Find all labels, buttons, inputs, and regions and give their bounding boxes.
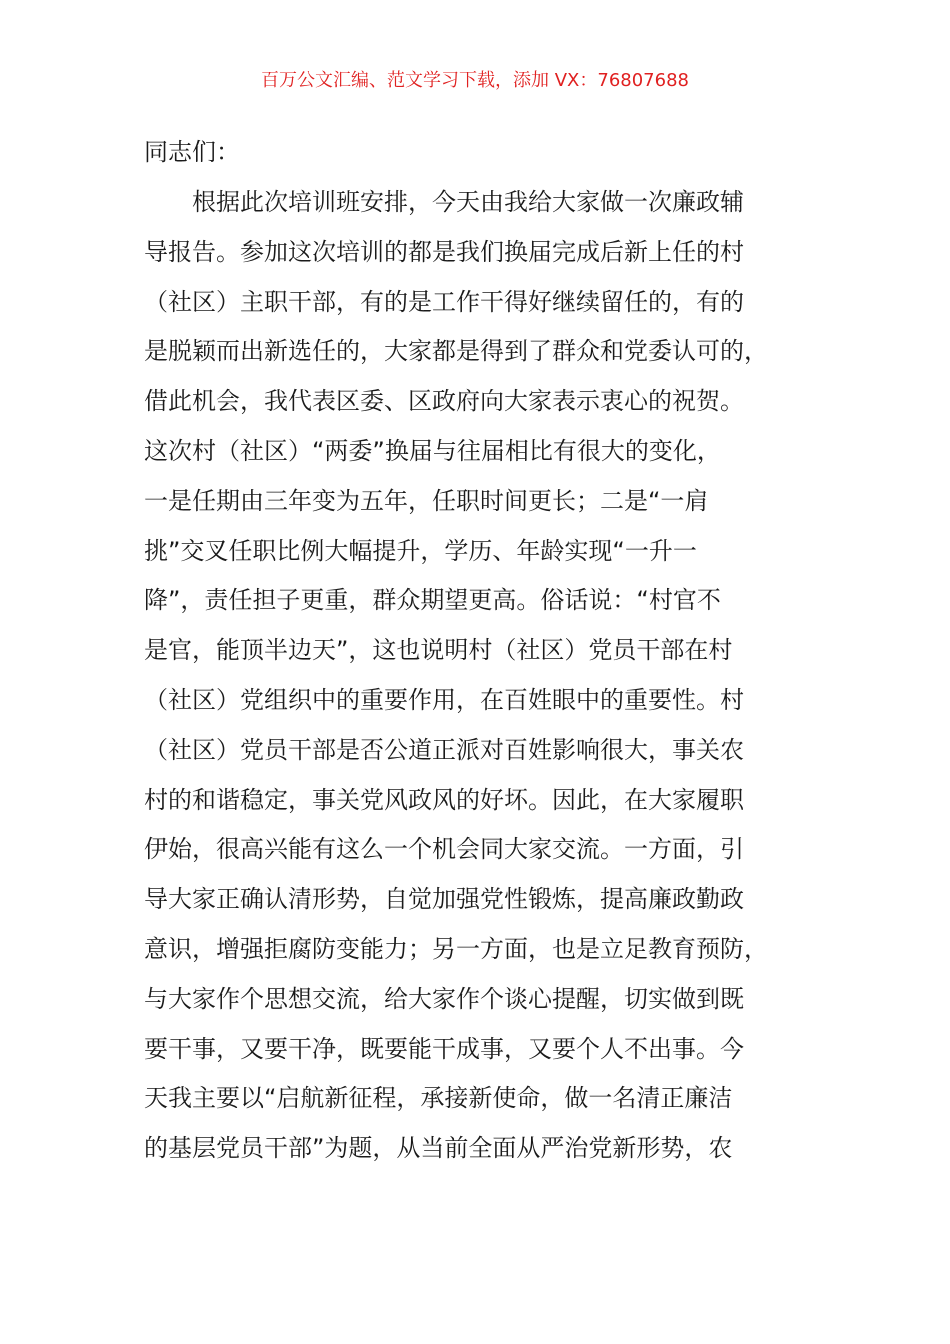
salutation: 同志们： [144,138,240,166]
body-line: 要干事，又要干净，既要能干成事，又要个人不出事。今 [144,1034,744,1063]
body-line: 导报告。参加这次培训的都是我们换届完成后新上任的村 [144,237,744,266]
body-line: （社区）主职干部，有的是工作干得好继续留任的，有的 [144,287,744,316]
body-line: 村的和谐稳定，事关党风政风的好坏。因此，在大家履职 [144,785,744,814]
body-line: 伊始，很高兴能有这么一个机会同大家交流。一方面，引 [144,835,744,864]
body-line: 与大家作个思想交流，给大家作个谈心提醒，切实做到既 [144,984,744,1013]
body-line: 根据此次培训班安排，今天由我给大家做一次廉政辅 [192,188,744,216]
body-line: 天我主要以“启航新征程，承接新使命，做一名清正廉洁 [144,1084,733,1113]
body-line: （社区）党组织中的重要作用，在百姓眼中的重要性。村 [144,685,744,714]
body-line: 的基层党员干部”为题，从当前全面从严治党新形势，农 [144,1134,733,1163]
body-line: 是脱颖而出新选任的，大家都是得到了群众和党委认可的， [144,337,768,366]
body-line: 降”，责任担子更重，群众期望更高。俗话说：“村官不 [144,586,721,615]
body-line: 一是任期由三年变为五年，任职时间更长；二是“一肩 [144,486,709,515]
body-paragraph [144,187,824,1183]
body-line: 借此机会，我代表区委、区政府向大家表示衷心的祝贺。 [144,387,744,416]
body-line: 是官，能顶半边天”，这也说明村（社区）党员干部在村 [144,636,733,665]
body-line: 导大家正确认清形势，自觉加强党性锻炼，提高廉政勤政 [144,885,744,914]
body-line: 挑”交叉任职比例大幅提升，学历、年龄实现“一升一 [144,536,697,565]
body-line: 意识，增强拒腐防变能力；另一方面，也是立足教育预防， [144,934,768,963]
body-line: 这次村（社区）“两委”换届与往届相比有很大的变化， [144,436,721,465]
body-line: （社区）党员干部是否公道正派对百姓影响很大，事关农 [144,735,744,764]
document-header-banner: 百万公文汇编、范文学习下载，添加 VX：76807688 [261,70,689,91]
